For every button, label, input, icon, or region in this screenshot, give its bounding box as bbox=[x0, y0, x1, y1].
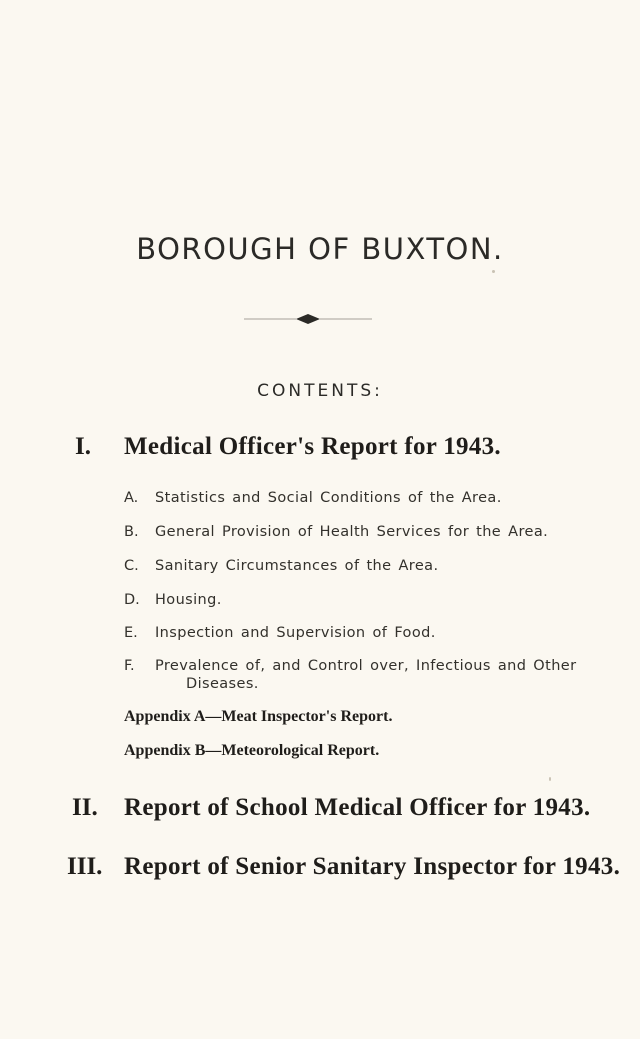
section-title: Report of Senior Sanitary Inspector for 1943. bbox=[124, 853, 621, 880]
item-letter: C. bbox=[124, 558, 139, 574]
section-number: II. bbox=[72, 794, 98, 821]
contents-heading: CONTENTS: bbox=[257, 381, 383, 401]
ornament-divider bbox=[244, 312, 372, 326]
contents-item bbox=[124, 625, 436, 641]
item-letter: F. bbox=[124, 658, 135, 674]
item-text: Prevalence of, and Control over, Infectious and Other bbox=[155, 658, 577, 674]
section-number: III. bbox=[67, 853, 103, 880]
contents-item bbox=[124, 490, 502, 506]
appendix-entry: Appendix A—Meat Inspector's Report. bbox=[124, 708, 393, 725]
item-letter: E. bbox=[124, 625, 138, 641]
document-title: BOROUGH OF BUXTON. bbox=[136, 232, 504, 266]
section-title: Medical Officer's Report for 1943. bbox=[124, 433, 501, 460]
contents-item bbox=[124, 592, 222, 608]
item-letter: A. bbox=[124, 490, 139, 506]
appendix-entry: Appendix B—Meteorological Report. bbox=[124, 742, 380, 759]
contents-item bbox=[124, 658, 576, 674]
item-continuation: Diseases. bbox=[186, 676, 259, 692]
paper-speck bbox=[492, 270, 495, 273]
item-letter: D. bbox=[124, 592, 140, 608]
section-title: Report of School Medical Officer for 1943. bbox=[124, 794, 591, 821]
contents-item bbox=[124, 558, 438, 574]
contents-item bbox=[124, 524, 548, 540]
item-text: Inspection and Supervision of Food. bbox=[155, 625, 436, 641]
item-text: Sanitary Circumstances of the Area. bbox=[155, 558, 439, 574]
paper-speck bbox=[549, 777, 551, 781]
item-text: Housing. bbox=[155, 592, 222, 608]
item-letter: B. bbox=[124, 524, 139, 540]
section-number: I. bbox=[75, 433, 91, 460]
item-text: General Provision of Health Services for the Area. bbox=[155, 524, 549, 540]
item-text: Statistics and Social Conditions of the Area. bbox=[155, 490, 502, 506]
